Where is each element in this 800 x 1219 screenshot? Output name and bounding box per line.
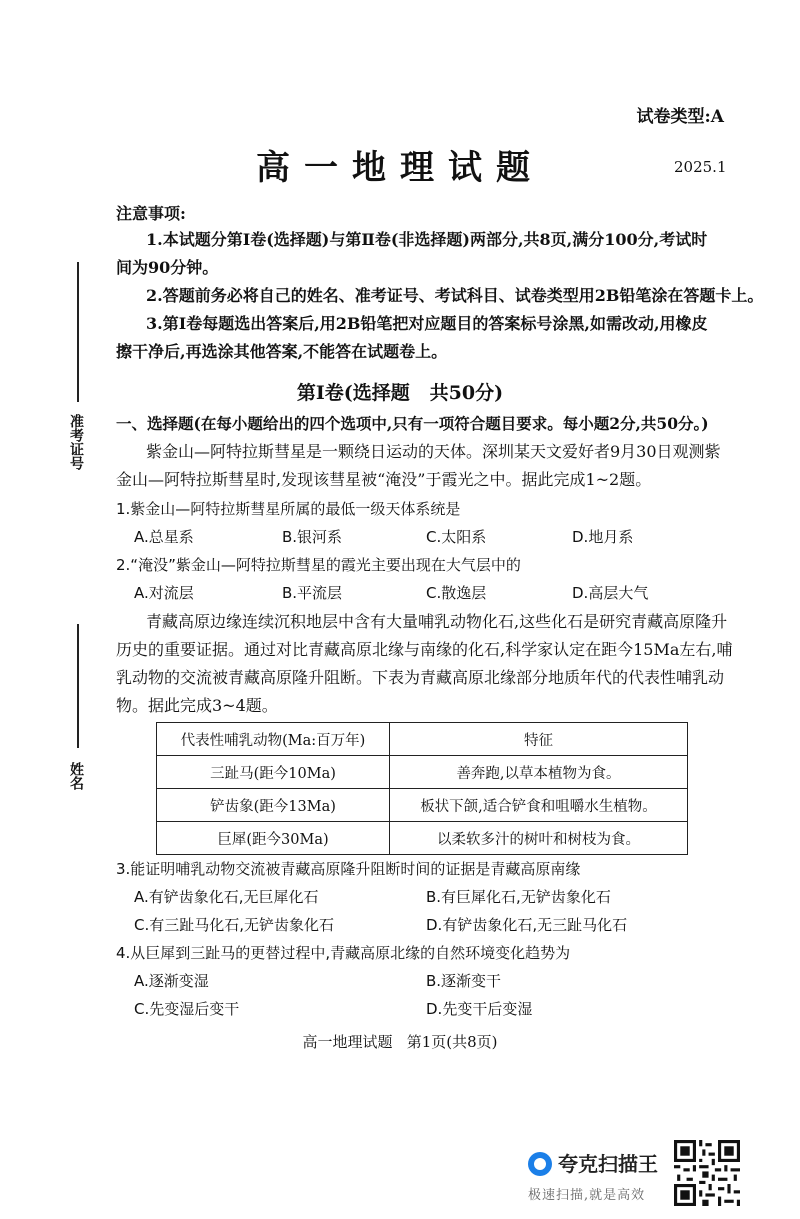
table-header-row: [157, 723, 688, 756]
question-2-option-c: C.散逸层: [426, 584, 487, 602]
notice-item-1: 1.本试题分第Ⅰ卷(选择题)与第Ⅱ卷(非选择题)两部分,共8页,满分100分,考试时: [146, 230, 708, 249]
table-row: [157, 789, 688, 822]
table-cell: 善奔跑,以草本植物为食。: [390, 756, 688, 789]
table-header-cell: 代表性哺乳动物(Ma:百万年): [157, 723, 390, 756]
passage-2-line-2: 历史的重要证据。通过对比青藏高原北缘与南缘的化石,科学家认定在距今15Ma左右,哺: [116, 640, 733, 659]
notice-item-3: 3.第Ⅰ卷每题选出答案后,用2B铅笔把对应题目的答案标号涂黑,如需改动,用橡皮: [146, 314, 708, 333]
passage-2-line-3: 乳动物的交流被青藏高原隆升阻断。下表为青藏高原北缘部分地质年代的代表性哺乳动: [116, 668, 725, 687]
qr-code-icon: [674, 1140, 740, 1206]
question-3-option-d: D.有铲齿象化石,无三趾马化石: [426, 916, 628, 934]
question-2-option-a: A.对流层: [134, 584, 194, 602]
passage-2-line-1: 青藏高原边缘连续沉积地层中含有大量哺乳动物化石,这些化石是研究青藏高原隆升: [146, 612, 728, 631]
table-header-cell: 特征: [390, 723, 688, 756]
question-4-option-d: D.先变干后变湿: [426, 1000, 533, 1018]
page-title: 高一地理试题: [256, 148, 544, 188]
scanner-slogan: 极速扫描,就是高效: [528, 1188, 646, 1203]
question-2-option-b: B.平流层: [282, 584, 343, 602]
question-1-option-b: B.银河系: [282, 528, 343, 546]
question-1-option-d: D.地月系: [572, 528, 634, 546]
section-heading: 一、选择题(在每小题给出的四个选项中,只有一项符合题目要求。每小题2分,共50分。): [116, 414, 709, 433]
side-label-exam-id: 准考证号: [68, 414, 84, 470]
passage-1-line-2: 金山—阿特拉斯彗星时,发现该彗星被“淹没”于霞光之中。据此完成1~2题。: [116, 470, 652, 489]
table-row: [157, 822, 688, 855]
table-cell: 巨犀(距今30Ma): [157, 822, 390, 855]
passage-1-line-1: 紫金山—阿特拉斯彗星是一颗绕日运动的天体。深圳某天文爱好者9月30日观测紫: [146, 442, 721, 461]
question-1-stem: 1.紫金山—阿特拉斯彗星所属的最低一级天体系统是: [116, 500, 461, 518]
scanner-logo-icon: [528, 1152, 552, 1176]
table-cell: 以柔软多汁的树叶和树枝为食。: [390, 822, 688, 855]
scanner-app-name: 夸克扫描王: [558, 1152, 658, 1176]
side-label-name: 姓名: [68, 762, 84, 790]
page-footer: 高一地理试题 第1页(共8页): [302, 1033, 498, 1051]
question-2-option-d: D.高层大气: [572, 584, 649, 602]
question-4-option-c: C.先变湿后变干: [134, 1000, 240, 1018]
notice-item-1-cont: 间为90分钟。: [116, 258, 219, 277]
question-2-stem: 2.“淹没”紫金山—阿特拉斯彗星的霞光主要出现在大气层中的: [116, 556, 521, 574]
question-1-option-c: C.太阳系: [426, 528, 487, 546]
question-3-option-b: B.有巨犀化石,无铲齿象化石: [426, 888, 611, 906]
table-cell: 三趾马(距今10Ma): [157, 756, 390, 789]
table-cell: 铲齿象(距今13Ma): [157, 789, 390, 822]
question-3-option-a: A.有铲齿象化石,无巨犀化石: [134, 888, 319, 906]
part1-heading: 第Ⅰ卷(选择题 共50分): [296, 382, 504, 404]
exam-type: 试卷类型:A: [636, 107, 724, 127]
question-4-option-a: A.逐渐变湿: [134, 972, 209, 990]
exam-date: 2025.1: [674, 158, 727, 176]
notice-item-2: 2.答题前务必将自己的姓名、准考证号、考试科目、试卷类型用2B铅笔涂在答题卡上。: [146, 286, 764, 305]
question-3-option-c: C.有三趾马化石,无铲齿象化石: [134, 916, 335, 934]
passage-2-line-4: 物。据此完成3~4题。: [116, 696, 278, 715]
notice-item-3-cont: 擦干净后,再选涂其他答案,不能答在试题卷上。: [116, 342, 448, 361]
fossil-table: [156, 722, 688, 855]
notice-heading: 注意事项:: [116, 204, 186, 223]
question-4-stem: 4.从巨犀到三趾马的更替过程中,青藏高原北缘的自然环境变化趋势为: [116, 944, 571, 962]
binding-line-middle: [77, 624, 79, 748]
table-cell: 板状下颌,适合铲食和咀嚼水生植物。: [390, 789, 688, 822]
question-3-stem: 3.能证明哺乳动物交流被青藏高原隆升阻断时间的证据是青藏高原南缘: [116, 860, 581, 878]
table-row: [157, 756, 688, 789]
question-4-option-b: B.逐渐变干: [426, 972, 502, 990]
question-1-option-a: A.总星系: [134, 528, 194, 546]
